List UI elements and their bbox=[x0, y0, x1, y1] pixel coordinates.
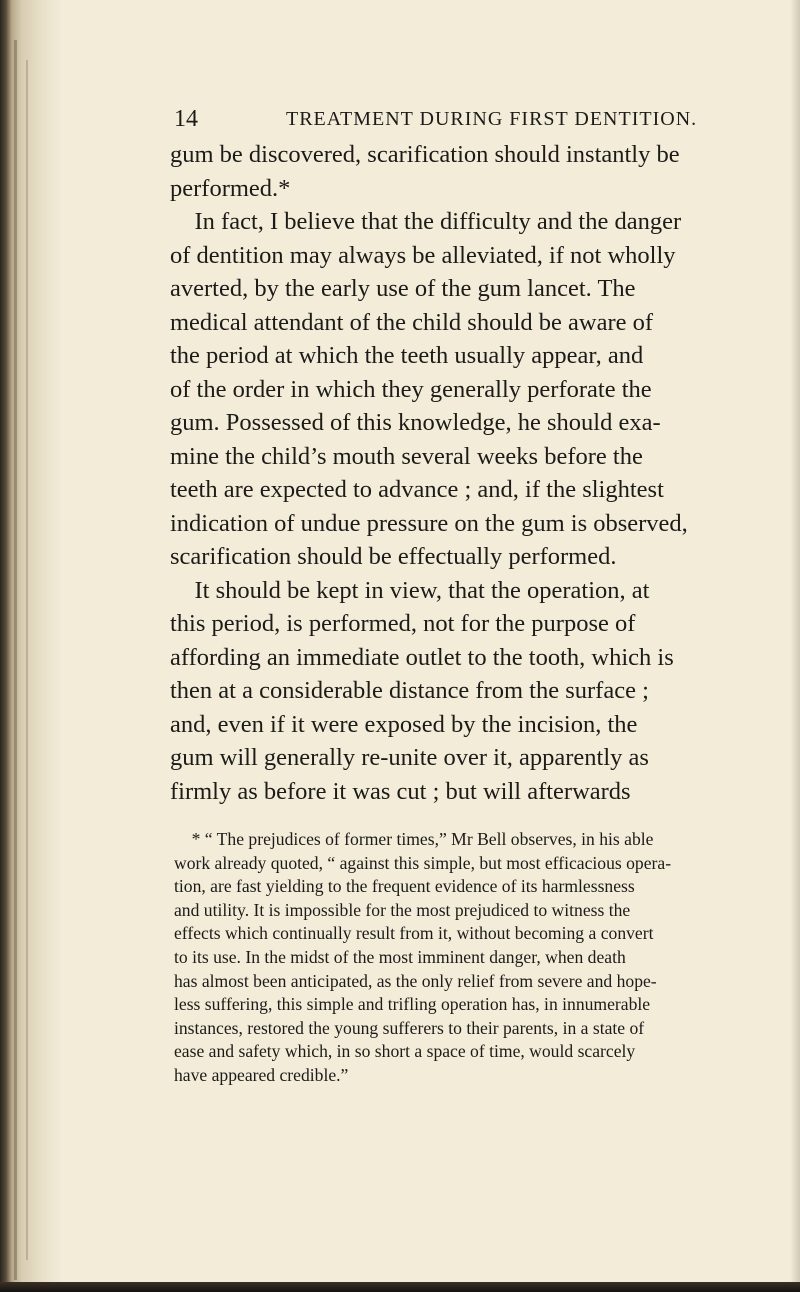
text-line: affording an immediate outlet to the tooth, which is bbox=[170, 643, 674, 671]
gutter-fold bbox=[26, 60, 28, 1260]
text-line: indication of undue pressure on the gum is observed, bbox=[170, 509, 688, 537]
text-line: firmly as before it was cut ; but will afterwards bbox=[170, 777, 631, 805]
running-title: TREATMENT DURING FIRST DENTITION. bbox=[286, 108, 698, 130]
page-number: 14 bbox=[174, 106, 198, 132]
footnote-line: * “ The prejudices of former times,” Mr Bell observes, in his able bbox=[174, 829, 654, 849]
text-line: medical attendant of the child should be aware of bbox=[170, 308, 654, 336]
text-line: gum. Possessed of this knowledge, he should exa- bbox=[170, 409, 661, 436]
text-line: averted, by the early use of the gum lancet. The bbox=[170, 275, 636, 302]
text-line: It should be kept in view, that the operation, at bbox=[170, 576, 650, 604]
footnote-line: effects which continually result from it, without becoming a convert bbox=[174, 923, 654, 944]
footnote-line: to its use. In the midst of the most imminent danger, when death bbox=[174, 946, 626, 967]
text-line: mine the child’s mouth several weeks before the bbox=[170, 442, 643, 470]
text-line: then at a considerable distance from the surface ; bbox=[170, 677, 649, 704]
text-line: performed.* bbox=[170, 174, 291, 202]
text-line: scarification should be effectually performed. bbox=[170, 543, 617, 570]
text-line: gum be discovered, scarification should instantly be bbox=[170, 141, 680, 168]
text-line: gum will generally re-unite over it, apparently as bbox=[170, 744, 649, 771]
text-line: and, even if it were exposed by the incision, the bbox=[170, 710, 638, 738]
text-line: of the order in which they generally perforate the bbox=[170, 375, 652, 403]
text-line: teeth are expected to advance ; and, if the slightest bbox=[170, 476, 664, 503]
gutter-fold bbox=[14, 40, 17, 1280]
page-bottom-edge bbox=[0, 1282, 800, 1292]
footnote-line: instances, restored the young sufferers to their parents, in a state of bbox=[174, 1017, 645, 1038]
footnote-line: tion, are fast yielding to the frequent evidence of its harmlessness bbox=[174, 876, 635, 897]
book-gutter bbox=[0, 0, 62, 1292]
page-header bbox=[174, 106, 734, 136]
text-line: this period, is performed, not for the purpose of bbox=[170, 610, 636, 637]
text-line: In fact, I believe that the difficulty and the danger bbox=[170, 208, 682, 235]
footnote-line: and utility. It is impossible for the most prejudiced to witness the bbox=[174, 899, 631, 920]
footnote-line: work already quoted, “ against this simple, but most efficacious opera- bbox=[174, 852, 672, 873]
footnote-line: ease and safety which, in so short a space of time, would scarcely bbox=[174, 1041, 636, 1062]
footnote-line: has almost been anticipated, as the only relief from severe and hope- bbox=[174, 970, 657, 991]
body-text bbox=[170, 138, 800, 808]
text-line: the period at which the teeth usually appear, and bbox=[170, 342, 644, 369]
footnote-line: less suffering, this simple and trifling operation has, in innumerable bbox=[174, 994, 651, 1015]
text-line: of dentition may always be alleviated, if not wholly bbox=[170, 241, 676, 269]
footnote-line: have appeared credible.” bbox=[174, 1064, 349, 1085]
footnote bbox=[174, 828, 794, 1088]
